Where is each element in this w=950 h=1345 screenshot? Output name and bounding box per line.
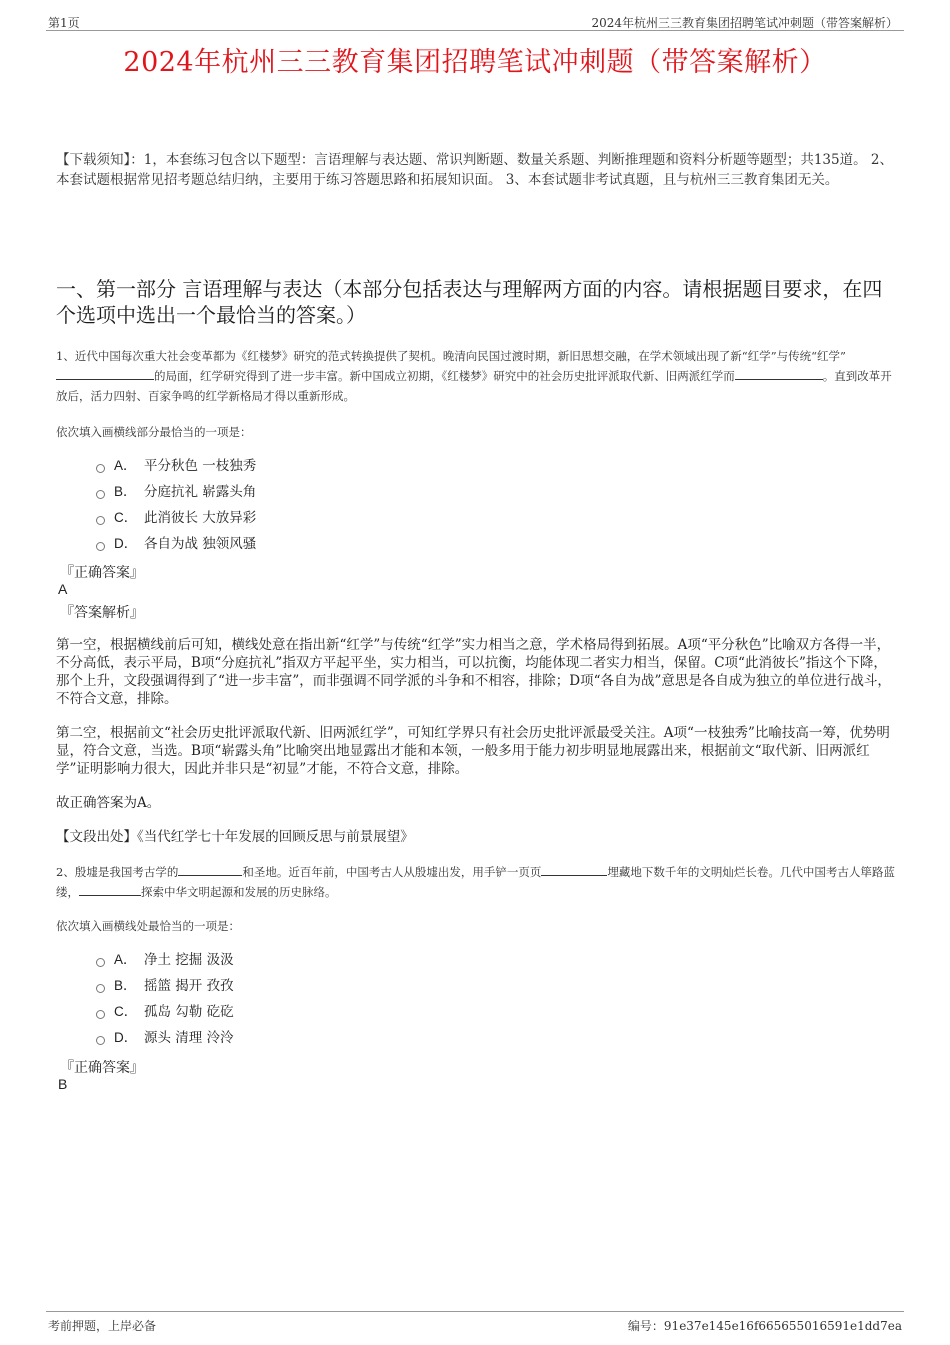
document-id: 编号：91e37e145e16f665655016591e1dd7ea (627, 1319, 902, 1333)
radio-button[interactable] (96, 464, 105, 473)
radio-button[interactable] (96, 490, 105, 499)
question-2-options (96, 947, 234, 1051)
option-d[interactable]: D． 源头 清理 泠泠 (96, 1025, 234, 1051)
question-2-prompt: 依次填入画横线处最恰当的一项是： (56, 919, 240, 933)
answer-label: 『正确答案』 (60, 1060, 144, 1076)
page-header (46, 10, 904, 31)
radio-button[interactable] (96, 516, 105, 525)
analysis-conclusion: 故正确答案为A。 (56, 795, 161, 811)
document-title: 2024年杭州三三教育集团招聘笔试冲刺题（带答案解析） (123, 47, 827, 78)
question-1-options (96, 453, 256, 557)
fill-blank (735, 367, 823, 380)
question-1-text: 1、近代中国每次重大社会变革都为《红楼梦》研究的范式转换提供了契机。晚清向民国过渡时期，新旧思想交融，在学术领域出现了新“红学”与传统“红学”的局面，红学研究得到了进一步丰富。新中国成立初期，《红楼梦》研究中的社会历史批评派取代新、旧两派红学而 。直到改革开放后，活力四射、百家争鸣的红学新格局才得以重新形成。 (56, 349, 892, 403)
option-b[interactable]: B． 摇篮 揭开 孜孜 (96, 973, 234, 999)
question-2-text: 2、殷墟是我国考古学的 和圣地。近百年前，中国考古人从殷墟出发，用手铲一页页 埋藏地下数千年的文明灿烂长卷。几代中国考古人筚路蓝缕， 探索中华文明起源和发展的历史脉络。 (56, 865, 895, 899)
radio-button[interactable] (96, 1010, 105, 1019)
page-number: 第1页 (48, 16, 80, 30)
correct-answer: A (58, 581, 68, 597)
fill-blank (178, 863, 242, 876)
fill-blank (56, 367, 154, 380)
radio-button[interactable] (96, 958, 105, 967)
fill-blank (79, 883, 141, 896)
option-a[interactable]: A． 净土 挖掘 汲汲 (96, 947, 234, 973)
download-notice: 【下载须知】：1，本套练习包含以下题型：言语理解与表达题、常识判断题、数量关系题、判断推理题和资料分析题等题型；共135道。 2、本套试题根据常见招考题总结归纳，主要用于练习答题思路和拓展知识面。 3、本套试题非考试真题，且与杭州三三教育集团无关。 (56, 152, 893, 188)
fill-blank (541, 863, 607, 876)
option-a[interactable]: A． 平分秋色 一枝独秀 (96, 453, 256, 479)
correct-answer: B (58, 1076, 68, 1092)
option-c[interactable]: C． 孤岛 勾勒 矻矻 (96, 999, 234, 1025)
section-title: 一、第一部分 言语理解与表达（本部分包括表达与理解两方面的内容。请根据题目要求，在四个选项中选出一个最恰当的答案。） (56, 277, 883, 327)
footer-slogan: 考前押题，上岸必备 (48, 1319, 157, 1333)
question-1-prompt: 依次填入画横线部分最恰当的一项是： (56, 425, 252, 439)
radio-button[interactable] (96, 1036, 105, 1045)
passage-source: 【文段出处】《当代红学七十年发展的回顾反思与前景展望》 (56, 829, 414, 845)
analysis-label: 『答案解析』 (60, 605, 144, 621)
page-footer (46, 1311, 904, 1336)
radio-button[interactable] (96, 542, 105, 551)
option-c[interactable]: C． 此消彼长 大放异彩 (96, 505, 256, 531)
answer-label: 『正确答案』 (60, 565, 144, 581)
header-doc-title: 2024年杭州三三教育集团招聘笔试冲刺题（带答案解析） (591, 16, 898, 30)
analysis-paragraph-2: 第二空，根据前文“社会历史批评派取代新、旧两派红学”，可知红学界只有社会历史批评派最受关注。A项“一枝独秀”比喻技高一筹，优势明显，符合文意，当选。B项“崭露头角”比喻突出地显露出才能和本领，一般多用于能力初步明显地展露出来，根据前文“取代新、旧两派红学”证明影响力很大，因此并非只是“初显”才能，不符合文意，排除。 (56, 725, 890, 777)
option-d[interactable]: D． 各自为战 独领风骚 (96, 531, 256, 557)
option-b[interactable]: B． 分庭抗礼 崭露头角 (96, 479, 256, 505)
radio-button[interactable] (96, 984, 105, 993)
analysis-paragraph-1: 第一空，根据横线前后可知，横线处意在指出新“红学”与传统“红学”实力相当之意，学术格局得到拓展。A项“平分秋色”比喻双方各得一半，不分高低，表示平局，B项“分庭抗礼”指双方平起平坐，实力相当，可以抗衡，均能体现二者实力相当，保留。C项“此消彼长”指这个下降，那个上升，文段强调得到了“进一步丰富”，而非强调不同学派的斗争和不相容，排除；D项“各自为战”意思是各自成为独立的单位进行战斗，不符合文意，排除。 (56, 637, 891, 707)
